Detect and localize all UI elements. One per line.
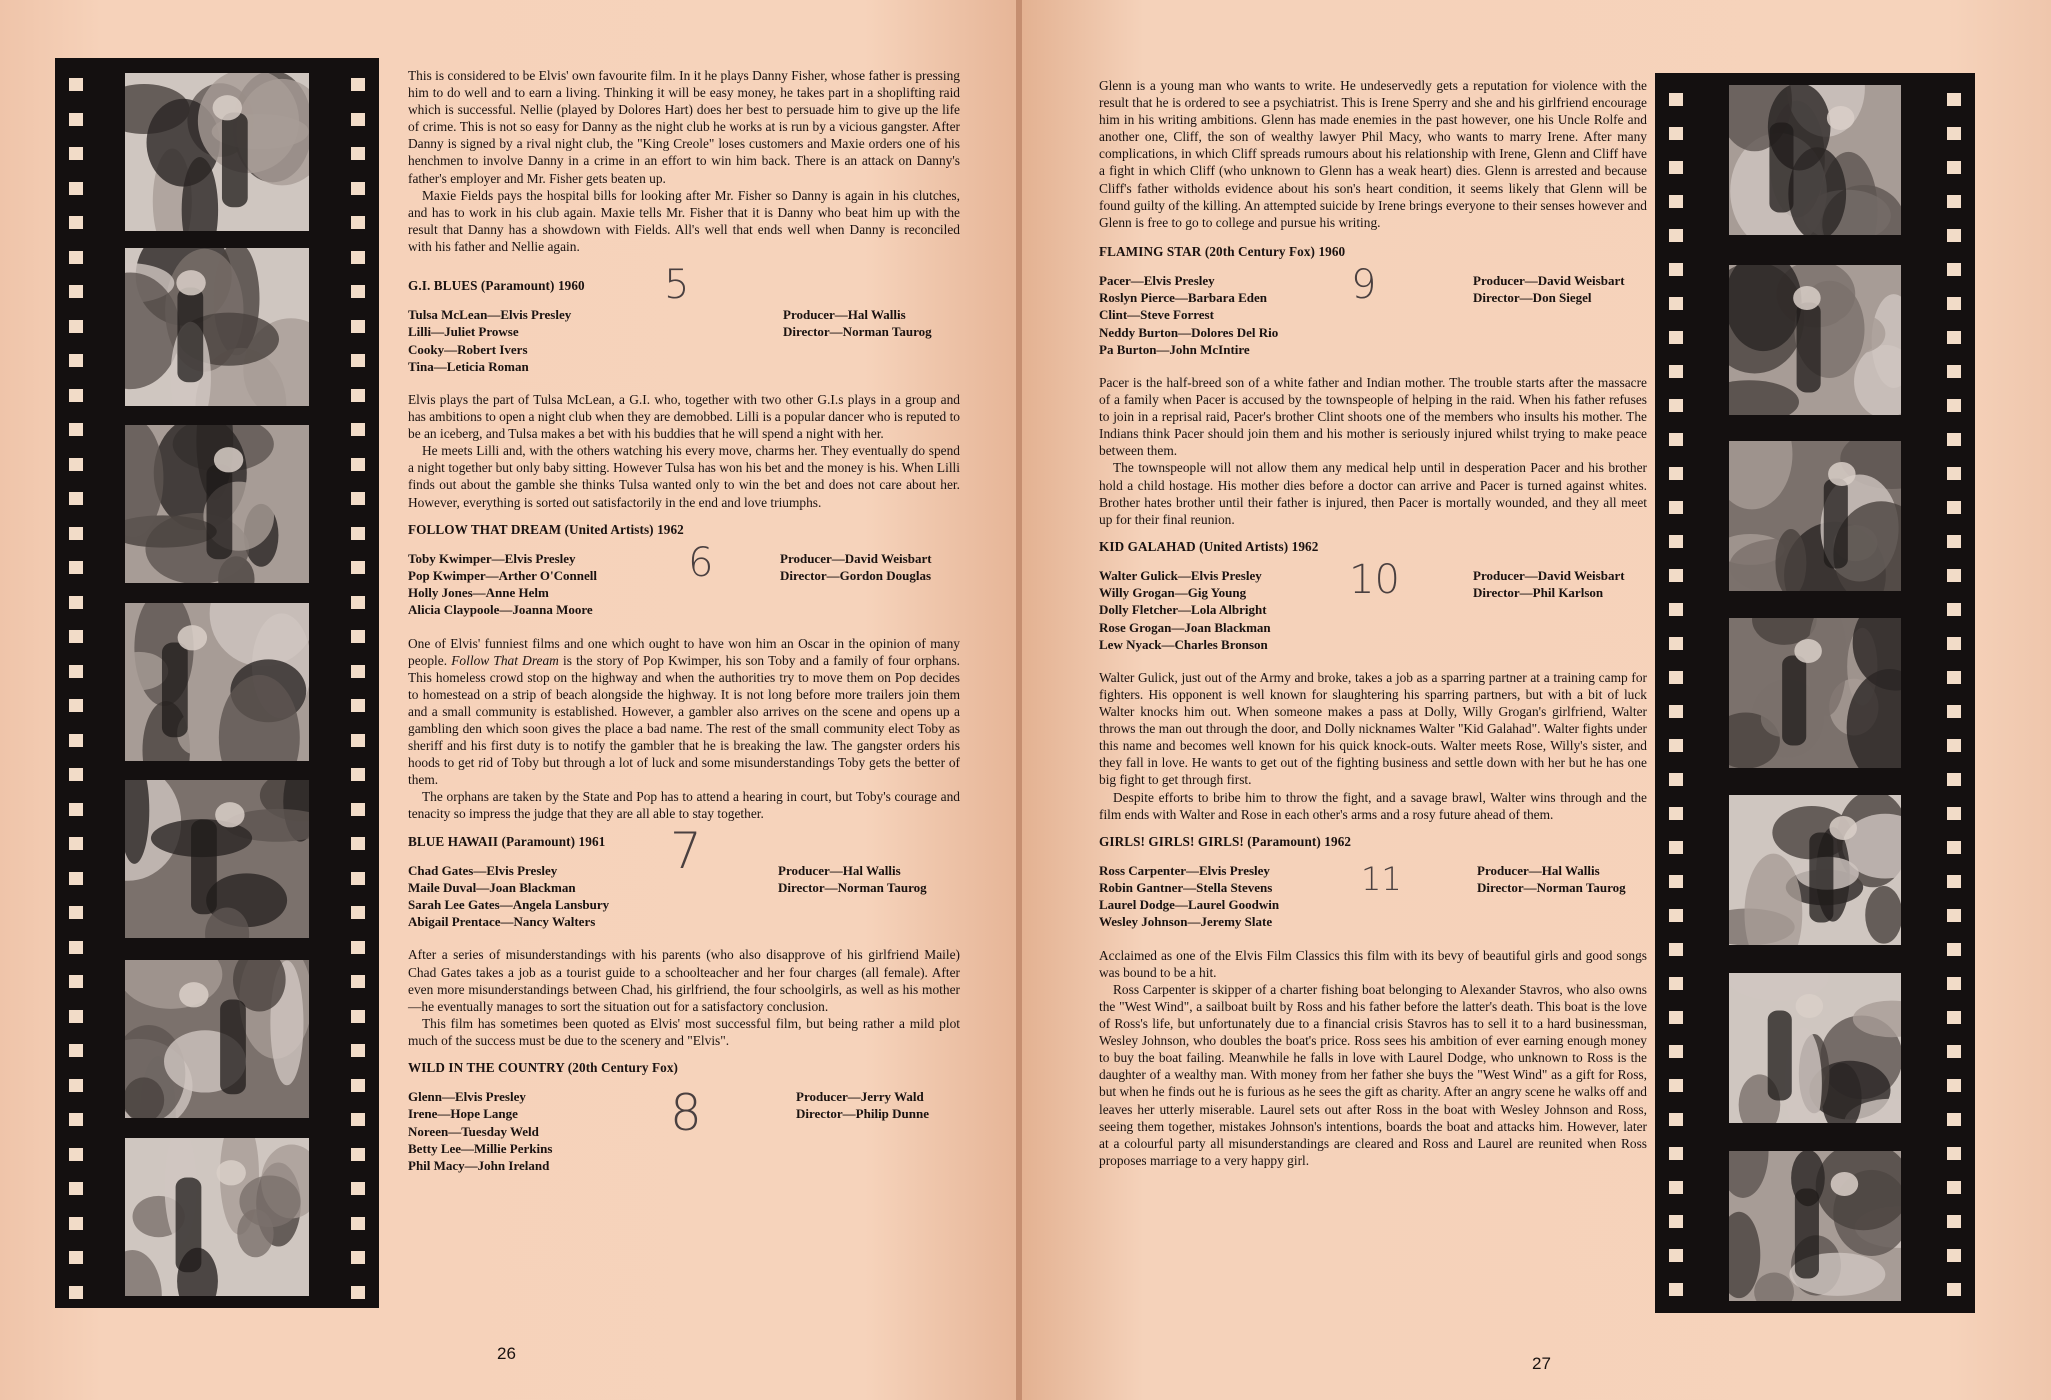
sprocket-hole — [351, 1286, 365, 1299]
sprocket-hole — [69, 699, 83, 712]
film-title: WILD IN THE COUNTRY (20th Century Fox) — [408, 1060, 679, 1075]
sprocket-hole — [351, 389, 365, 402]
handwritten-number: 8 — [670, 1084, 702, 1142]
sprocket-hole — [1947, 603, 1961, 616]
sprocket-hole — [1947, 263, 1961, 276]
film-entry — [408, 521, 960, 823]
crew-line: Producer—Jerry Wald — [796, 1089, 924, 1105]
sprocket-hole — [1669, 1045, 1683, 1058]
cast-line: Chad Gates—Elvis Presley — [408, 862, 558, 878]
sprocket-hole — [351, 216, 365, 229]
sprocket-hole — [1669, 297, 1683, 310]
crew-line: Director—Philip Dunne — [796, 1106, 930, 1122]
handwritten-number: 9 — [1351, 261, 1377, 308]
film-entry — [408, 1059, 960, 1174]
sprocket-hole — [1947, 93, 1961, 106]
sprocket-hole — [351, 147, 365, 160]
credits — [408, 306, 960, 375]
paragraph: He meets Lilli and, with the others watching his every move, charms her. They eventually do spend a night together but only baby sitting. However Tulsa has won his bet and the money is his. When Lilli finds out about the gamble she thinks Tulsa wanted only to win the bet and does not care about her. However, everything is sorted out satisfactorily in the end and love triumphs. — [408, 443, 960, 510]
sprocket-hole — [351, 630, 365, 643]
sprocket-hole — [351, 1217, 365, 1230]
sprocket-hole — [1947, 705, 1961, 718]
sprocket-hole — [69, 492, 83, 505]
cast-line: Ross Carpenter—Elvis Presley — [1099, 862, 1270, 878]
sprocket-hole — [351, 492, 365, 505]
sprocket-hole — [1669, 365, 1683, 378]
sprocket-hole — [351, 941, 365, 954]
film-still-photo — [1729, 618, 1901, 768]
sprocket-hole — [1947, 1113, 1961, 1126]
sprocket-hole — [69, 527, 83, 540]
sprocket-hole — [69, 872, 83, 885]
sprocket-hole — [1947, 773, 1961, 786]
paragraph: The orphans are taken by the State and Pop has to attend a hearing in court, but Toby's courage and tenacity so impress the judge that they are all able to stay together. — [408, 789, 960, 822]
cast-line: Rose Grogan—Joan Blackman — [1099, 619, 1271, 635]
sprocket-hole — [1669, 671, 1683, 684]
sprocket-hole — [1669, 1283, 1683, 1296]
sprocket-hole — [1947, 229, 1961, 242]
film-still-photo — [125, 780, 309, 938]
film-still-photo — [125, 1138, 309, 1296]
sprocket-hole — [1947, 331, 1961, 344]
cast-line: Sarah Lee Gates—Angela Lansbury — [408, 897, 610, 913]
sprocket-hole — [1669, 875, 1683, 888]
sprocket-hole — [1669, 1011, 1683, 1024]
sprocket-hole — [69, 837, 83, 850]
sprocket-hole — [1669, 909, 1683, 922]
crew-line: Director—Norman Taurog — [778, 879, 927, 895]
sprocket-hole — [1947, 807, 1961, 820]
handwritten-number: 6 — [688, 539, 714, 586]
sprocket-hole — [69, 1286, 83, 1299]
sprocket-hole — [1669, 195, 1683, 208]
handwritten-number: 7 — [670, 821, 702, 880]
cast-line: Walter Gulick—Elvis Presley — [1099, 567, 1262, 583]
sprocket-hole — [69, 1217, 83, 1230]
sprocket-hole — [1947, 127, 1961, 140]
sprocket-hole — [1947, 1011, 1961, 1024]
crew-line: Producer—David Weisbart — [1473, 567, 1625, 583]
cast-line: Cooky—Robert Ivers — [408, 341, 528, 357]
cast-line: Betty Lee—Millie Perkins — [408, 1140, 553, 1156]
sprocket-hole — [1947, 909, 1961, 922]
wild-in-the-country-synopsis — [1099, 77, 1647, 231]
sprocket-hole — [69, 423, 83, 436]
sprocket-hole — [1947, 977, 1961, 990]
cast-line: Clint—Steve Forrest — [1099, 307, 1214, 323]
sprocket-hole — [1669, 467, 1683, 480]
crew-line: Director—Gordon Douglas — [780, 567, 932, 583]
film-still-photo — [125, 603, 309, 761]
film-title: KID GALAHAD (United Artists) 1962 — [1099, 538, 1319, 554]
credits — [1099, 272, 1647, 358]
sprocket-hole — [69, 182, 83, 195]
sprocket-hole — [69, 1251, 83, 1264]
sprocket-hole — [351, 1251, 365, 1264]
sprocket-hole — [1669, 331, 1683, 344]
sprocket-hole — [1947, 467, 1961, 480]
film-still-photo — [1729, 85, 1901, 235]
handwritten-number: 11 — [1361, 859, 1402, 898]
film-entry — [1099, 243, 1647, 528]
crew-line: Producer—Hal Wallis — [778, 862, 901, 878]
cast-line: Tulsa McLean—Elvis Presley — [408, 307, 572, 323]
sprocket-hole — [1669, 569, 1683, 582]
sprocket-hole — [1669, 603, 1683, 616]
sprocket-hole — [351, 113, 365, 126]
sprocket-hole — [351, 182, 365, 195]
cast-line: Maile Duval—Joan Blackman — [408, 879, 576, 895]
film-strip-left — [55, 58, 379, 1308]
sprocket-hole — [69, 251, 83, 264]
cast-line: Holly Jones—Anne Helm — [408, 585, 549, 601]
sprocket-holes-left — [1669, 85, 1683, 1301]
film-still-photo — [125, 73, 309, 231]
sprocket-hole — [1669, 535, 1683, 548]
cast-line: Toby Kwimper—Elvis Presley — [408, 550, 576, 566]
sprocket-hole — [1669, 705, 1683, 718]
crew-line: Director—Norman Taurog — [783, 324, 932, 340]
sprocket-hole — [1669, 773, 1683, 786]
handwritten-number: 10 — [1349, 556, 1400, 603]
sprocket-hole — [351, 285, 365, 298]
sprocket-hole — [69, 389, 83, 402]
sprocket-hole — [69, 906, 83, 919]
sprocket-hole — [1669, 739, 1683, 752]
film-strip-right — [1655, 73, 1975, 1313]
sprocket-hole — [69, 458, 83, 471]
sprocket-hole — [69, 596, 83, 609]
sprocket-hole — [1947, 1045, 1961, 1058]
paragraph: The townspeople will not allow them any medical help until in desperation Pacer and his brother hold a child hostage. His mother dies before a doctor can arrive and Pacer is turned against whites. Brother hates brother until their father is injured, then Pacer is mortally wounded, and they all meet up for their final reunion. — [1099, 460, 1647, 527]
sprocket-hole — [351, 423, 365, 436]
film-still-photo — [1729, 1151, 1901, 1301]
film-still-photo — [1729, 973, 1901, 1123]
page-number: 26 — [497, 1344, 516, 1363]
sprocket-hole — [351, 768, 365, 781]
cast-line: Pop Kwimper—Arther O'Connell — [408, 567, 597, 583]
sprocket-hole — [1947, 433, 1961, 446]
sprocket-hole — [1947, 399, 1961, 412]
sprocket-hole — [1669, 807, 1683, 820]
paragraph: Pacer is the half-breed son of a white father and Indian mother. The trouble starts after the massacre of a family when Pacer is accused by the townspeople of helping in the raid. When his father refuses to join in a reprisal raid, Pacer's brother Clint shoots one of the members who insults his mother. The Indians think Pacer should join them and his mother is seriously injured whilst trying to make peace between them. — [1099, 374, 1647, 459]
crew-line: Producer—David Weisbart — [780, 550, 932, 566]
sprocket-hole — [1669, 263, 1683, 276]
page-number: 27 — [1532, 1354, 1551, 1373]
paragraph: This is considered to be Elvis' own favourite film. In it he plays Danny Fisher, whose father is pressing him to do well and to earn a living. Thinking it will be easy money, he takes part in a shoplifting raid which is successful. Nellie (played by Dolores Hart) does her best to persuade him to give up the life of crime. This is not so easy for Danny as the night club he works at is run by a vicious gangster. After Danny is signed by a rival night club, the "King Creole" loses customers and Maxie orders one of his henchmen to involve Danny in a crime in an effort to win him back. There is an attack on Danny's father's employer and Mr. Fisher gets beaten up. — [408, 68, 960, 186]
sprocket-hole — [1947, 161, 1961, 174]
sprocket-hole — [69, 561, 83, 574]
sprocket-hole — [351, 699, 365, 712]
sprocket-hole — [69, 1010, 83, 1023]
sprocket-hole — [69, 320, 83, 333]
sprocket-hole — [1947, 535, 1961, 548]
sprocket-hole — [1947, 943, 1961, 956]
sprocket-hole — [1947, 841, 1961, 854]
sprocket-hole — [351, 1079, 365, 1092]
cast-line: Willy Grogan—Gig Young — [1099, 585, 1247, 601]
credits — [1099, 862, 1647, 931]
page-gutter — [1016, 0, 1022, 1400]
sprocket-hole — [69, 1148, 83, 1161]
sprocket-hole — [1669, 1215, 1683, 1228]
sprocket-hole — [69, 285, 83, 298]
film-entry — [1099, 833, 1647, 1169]
paragraph: Despite efforts to bribe him to throw the fight, and a savage brawl, Walter wins through and the film ends with Walter and Rose in each other's arms and a rosy future ahead of them. — [1099, 789, 1647, 822]
sprocket-hole — [1947, 1079, 1961, 1092]
sprocket-hole — [1669, 637, 1683, 650]
sprocket-hole — [351, 1182, 365, 1195]
film-title: G.I. BLUES (Paramount) 1960 — [408, 278, 585, 294]
cast-line: Lew Nyack—Charles Bronson — [1099, 636, 1268, 652]
sprocket-hole — [1669, 161, 1683, 174]
film-still-photo — [125, 248, 309, 406]
sprocket-hole — [351, 803, 365, 816]
sprocket-hole — [351, 665, 365, 678]
paragraph: Elvis plays the part of Tulsa McLean, a G.I. who, together with two other G.I.s plays in a group and has ambitions to open a night club when they are demobbed. Lilli is a popular dancer who is reputed to be an iceberg, and Tulsa makes a bet with his buddies that he will spend a night with her. — [408, 391, 960, 442]
sprocket-hole — [351, 872, 365, 885]
sprocket-hole — [69, 1044, 83, 1057]
film-still-photo — [1729, 265, 1901, 415]
film-title: FLAMING STAR (20th Century Fox) 1960 — [1099, 243, 1346, 259]
sprocket-hole — [1669, 399, 1683, 412]
film-still-photo — [125, 425, 309, 583]
sprocket-hole — [1669, 1181, 1683, 1194]
sprocket-hole — [69, 941, 83, 954]
sprocket-hole — [1947, 365, 1961, 378]
sprocket-hole — [351, 527, 365, 540]
cast-line: Phil Macy—John Ireland — [408, 1157, 550, 1173]
sprocket-hole — [1669, 127, 1683, 140]
sprocket-hole — [351, 320, 365, 333]
crew-line: Producer—Hal Wallis — [783, 307, 906, 323]
cast-line: Pa Burton—John McIntire — [1099, 341, 1250, 357]
sprocket-hole — [351, 1113, 365, 1126]
paragraph: After a series of misunderstandings with his parents (who also disapprove of his girlfriend Maile) Chad Gates takes a job as a tourist guide to a schoolteacher and her four charges (all female). After even more misunderstandings between Chad, his girlfriend, the four schoolgirls, as well as his mother—he eventually manages to sort the situation out for a satisfactory conclusion. — [408, 947, 960, 1014]
sprocket-hole — [351, 78, 365, 91]
sprocket-hole — [69, 78, 83, 91]
sprocket-hole — [69, 113, 83, 126]
cast-line: Tina—Leticia Roman — [408, 358, 529, 374]
credits — [1099, 567, 1647, 653]
sprocket-hole — [69, 630, 83, 643]
sprocket-hole — [1947, 297, 1961, 310]
credits — [408, 550, 960, 619]
sprocket-hole — [1947, 671, 1961, 684]
sprocket-hole — [1669, 841, 1683, 854]
film-entry — [1099, 538, 1647, 823]
cast-line: Pacer—Elvis Presley — [1099, 272, 1215, 288]
cast-line: Robin Gantner—Stella Stevens — [1099, 880, 1273, 896]
sprocket-hole — [1669, 977, 1683, 990]
sprocket-hole — [351, 1010, 365, 1023]
credits — [408, 862, 960, 931]
cast-line: Irene—Hope Lange — [408, 1106, 518, 1122]
sprocket-hole — [351, 837, 365, 850]
sprocket-hole — [1669, 1147, 1683, 1160]
sprocket-hole — [1947, 739, 1961, 752]
film-title: FOLLOW THAT DREAM (United Artists) 1962 — [408, 521, 684, 537]
sprocket-hole — [69, 975, 83, 988]
sprocket-hole — [351, 906, 365, 919]
cast-line: Noreen—Tuesday Weld — [408, 1123, 539, 1139]
text-run: is the story of Pop Kwimper, his son Toby and a family of four orphans. This homeless crowd stop on the highway and when the authorities try to move them on Pop decides to homestead on a strip of beach alongside the highway. It is not long before more trailers join them and a small community is established. However, a gambler also arrives on the scene and opens up a gambling den which soon gives the place a bad name. The rest of the small community elect Toby as sheriff and his first duty is to notify the gambler that he is breaking the law. The gangster orders his hoods to get rid of Toby but through a lot of luck and some misunderstandings Toby gets the better of them. — [408, 652, 961, 788]
sprocket-hole — [351, 975, 365, 988]
sprocket-hole — [351, 1148, 365, 1161]
cast-line: Lilli—Juliet Prowse — [408, 324, 519, 340]
film-entry — [408, 821, 960, 1049]
paragraph: Maxie Fields pays the hospital bills for looking after Mr. Fisher so Danny is again in his clutches, and has to work in his club again. Maxie tells Mr. Fisher that it is Danny who beat him up with the result that Danny has a showdown with Fields. All's well that ends well when Danny is reconciled with his father and Nellie again. — [408, 187, 960, 254]
sprocket-hole — [1669, 1079, 1683, 1092]
sprocket-hole — [1947, 1181, 1961, 1194]
film-still-photo — [1729, 441, 1901, 591]
handwritten-number: 5 — [664, 262, 690, 309]
crew-line: Director—Norman Taurog — [1477, 880, 1626, 896]
credits — [408, 1084, 960, 1174]
sprocket-hole — [69, 216, 83, 229]
sprocket-hole — [1947, 1147, 1961, 1160]
crew-line: Director—Don Siegel — [1473, 290, 1592, 306]
film-title: BLUE HAWAII (Paramount) 1961 — [408, 833, 606, 849]
cast-line: Glenn—Elvis Presley — [408, 1089, 526, 1105]
sprocket-hole — [351, 1044, 365, 1057]
paragraph: Ross Carpenter is skipper of a charter fishing boat belonging to Alexander Stavros, who also owns the "West Wind", a sailboat built by Ross and his father before the latter's death. This boat is the love of Ross's life, but unfortunately due to a financial crisis Stavros has to sell it to a hard businessman, Wesley Johnson, who doubles the boat's price. Ross sees his ambition of ever earning enough money to buy the boat failing. Meanwhile he falls in love with Laurel Dodge, who unknown to Ross is the daughter of a wealthy man. With money from her father she buys the "West Wind" as a gift for Ross, but when he finds out he is furious as he sees the gift as charity. After an angry scene he walks off and leaves her utterly miserable. Laurel sets out after Ross in the boat with Wesley Johnson and Ross, seeing them together, mistakes Johnson's intentions, boards the boat and attacks him. However, later at a colourful party all misunderstandings are cleared and Ross and Laurel are reunited when Ross proposes marriage to a very happy girl. — [1099, 981, 1647, 1168]
sprocket-holes-right — [1947, 85, 1961, 1301]
crew-line: Producer—Hal Wallis — [1477, 862, 1600, 878]
text-run: One of Elvis' funniest films and one which ought to have won him an Oscar in the opinion of many people. — [408, 635, 960, 668]
sprocket-hole — [1669, 93, 1683, 106]
film-title: GIRLS! GIRLS! GIRLS! (Paramount) 1962 — [1099, 833, 1352, 849]
sprocket-hole — [69, 147, 83, 160]
sprocket-hole — [69, 803, 83, 816]
sprocket-hole — [1947, 569, 1961, 582]
sprocket-hole — [351, 251, 365, 264]
sprocket-hole — [1947, 1215, 1961, 1228]
sprocket-hole — [69, 354, 83, 367]
sprocket-holes-left — [69, 70, 83, 1296]
sprocket-hole — [1669, 943, 1683, 956]
cast-line: Roslyn Pierce—Barbara Eden — [1099, 290, 1268, 306]
film-title-italic: Follow That Dream — [451, 652, 559, 668]
film-still-photo — [125, 960, 309, 1118]
sprocket-hole — [1669, 1113, 1683, 1126]
sprocket-hole — [1947, 637, 1961, 650]
sprocket-hole — [1947, 1283, 1961, 1296]
sprocket-hole — [351, 561, 365, 574]
sprocket-hole — [69, 665, 83, 678]
cast-line: Alicia Claypoole—Joanna Moore — [408, 602, 593, 618]
cast-line: Laurel Dodge—Laurel Goodwin — [1099, 897, 1280, 913]
film-still-photo — [1729, 795, 1901, 945]
cast-line: Dolly Fletcher—Lola Albright — [1099, 602, 1267, 618]
sprocket-hole — [69, 1182, 83, 1195]
sprocket-hole — [1947, 1249, 1961, 1262]
film-entry — [408, 262, 960, 511]
cast-line: Wesley Johnson—Jeremy Slate — [1099, 914, 1273, 930]
sprocket-hole — [69, 1079, 83, 1092]
sprocket-hole — [1947, 501, 1961, 514]
paragraph: Glenn is a young man who wants to write. He undeservedly gets a reputation for violence with the result that he is ordered to see a psychiatrist. This is Irene Sperry and she and his girlfriend encourage him in his writing ambitions. Glenn has made enemies in the past however, one his Uncle Rolfe and another one, Cliff, the son of wealthy lawyer Phil Macy, who wants to marry Irene. After many complications, in which Cliff spreads rumours about his relationship with Irene, Glenn and Cliff have a fight in which Cliff (who unknown to Glenn has a weak heart) dies. Glenn is arrested and because Cliff's father witholds evidence about his son's heart condition, it seems likely that Glenn will be found guilty of the killing. An attempted suicide by Irene brings everyone to their senses however and Glenn is free to go to college and pursue his writing. — [1099, 78, 1647, 230]
paragraph: This film has sometimes been quoted as Elvis' most successful film, but being rather a mild plot much of the success must be due to the scenery and "Elvis". — [408, 1015, 960, 1048]
paragraph: Acclaimed as one of the Elvis Film Classics this film with its bevy of beautiful girls and good songs was bound to be a hit. — [1099, 947, 1647, 980]
sprocket-hole — [1669, 229, 1683, 242]
sprocket-hole — [1947, 195, 1961, 208]
sprocket-holes-right — [351, 70, 365, 1296]
left-text-column — [408, 67, 960, 1174]
sprocket-hole — [1669, 501, 1683, 514]
paragraph: Walter Gulick, just out of the Army and broke, takes a job as a sparring partner at a training camp for fighters. His opponent is well known for slaughtering his sparring partners, but with a bit of luck Walter knocks him out. When someone makes a pass at Dolly, Willy Grogan's girlfriend, Walter throws the man out through the door, and Dolly nicknames Walter "Kid Galahad". Walter fights under this name and becomes well known for his quick knock-outs. Walter meets Rose, Willy's sister, and they fall in love. He wants to get out of the fighting business and settle down with her but he has one big fight to get through first. — [1099, 669, 1647, 788]
sprocket-hole — [1669, 433, 1683, 446]
cast-line: Abigail Prentace—Nancy Walters — [408, 914, 596, 930]
sprocket-hole — [1947, 875, 1961, 888]
sprocket-hole — [69, 1113, 83, 1126]
sprocket-hole — [351, 734, 365, 747]
crew-line: Producer—David Weisbart — [1473, 272, 1625, 288]
sprocket-hole — [351, 354, 365, 367]
right-text-column — [1099, 77, 1647, 1169]
sprocket-hole — [351, 596, 365, 609]
sprocket-hole — [69, 734, 83, 747]
sprocket-hole — [351, 458, 365, 471]
crew-line: Director—Phil Karlson — [1473, 585, 1604, 601]
paragraph — [408, 635, 960, 789]
sprocket-hole — [1669, 1249, 1683, 1262]
sprocket-hole — [69, 768, 83, 781]
king-creole-synopsis — [408, 67, 960, 255]
cast-line: Neddy Burton—Dolores Del Rio — [1099, 324, 1279, 340]
